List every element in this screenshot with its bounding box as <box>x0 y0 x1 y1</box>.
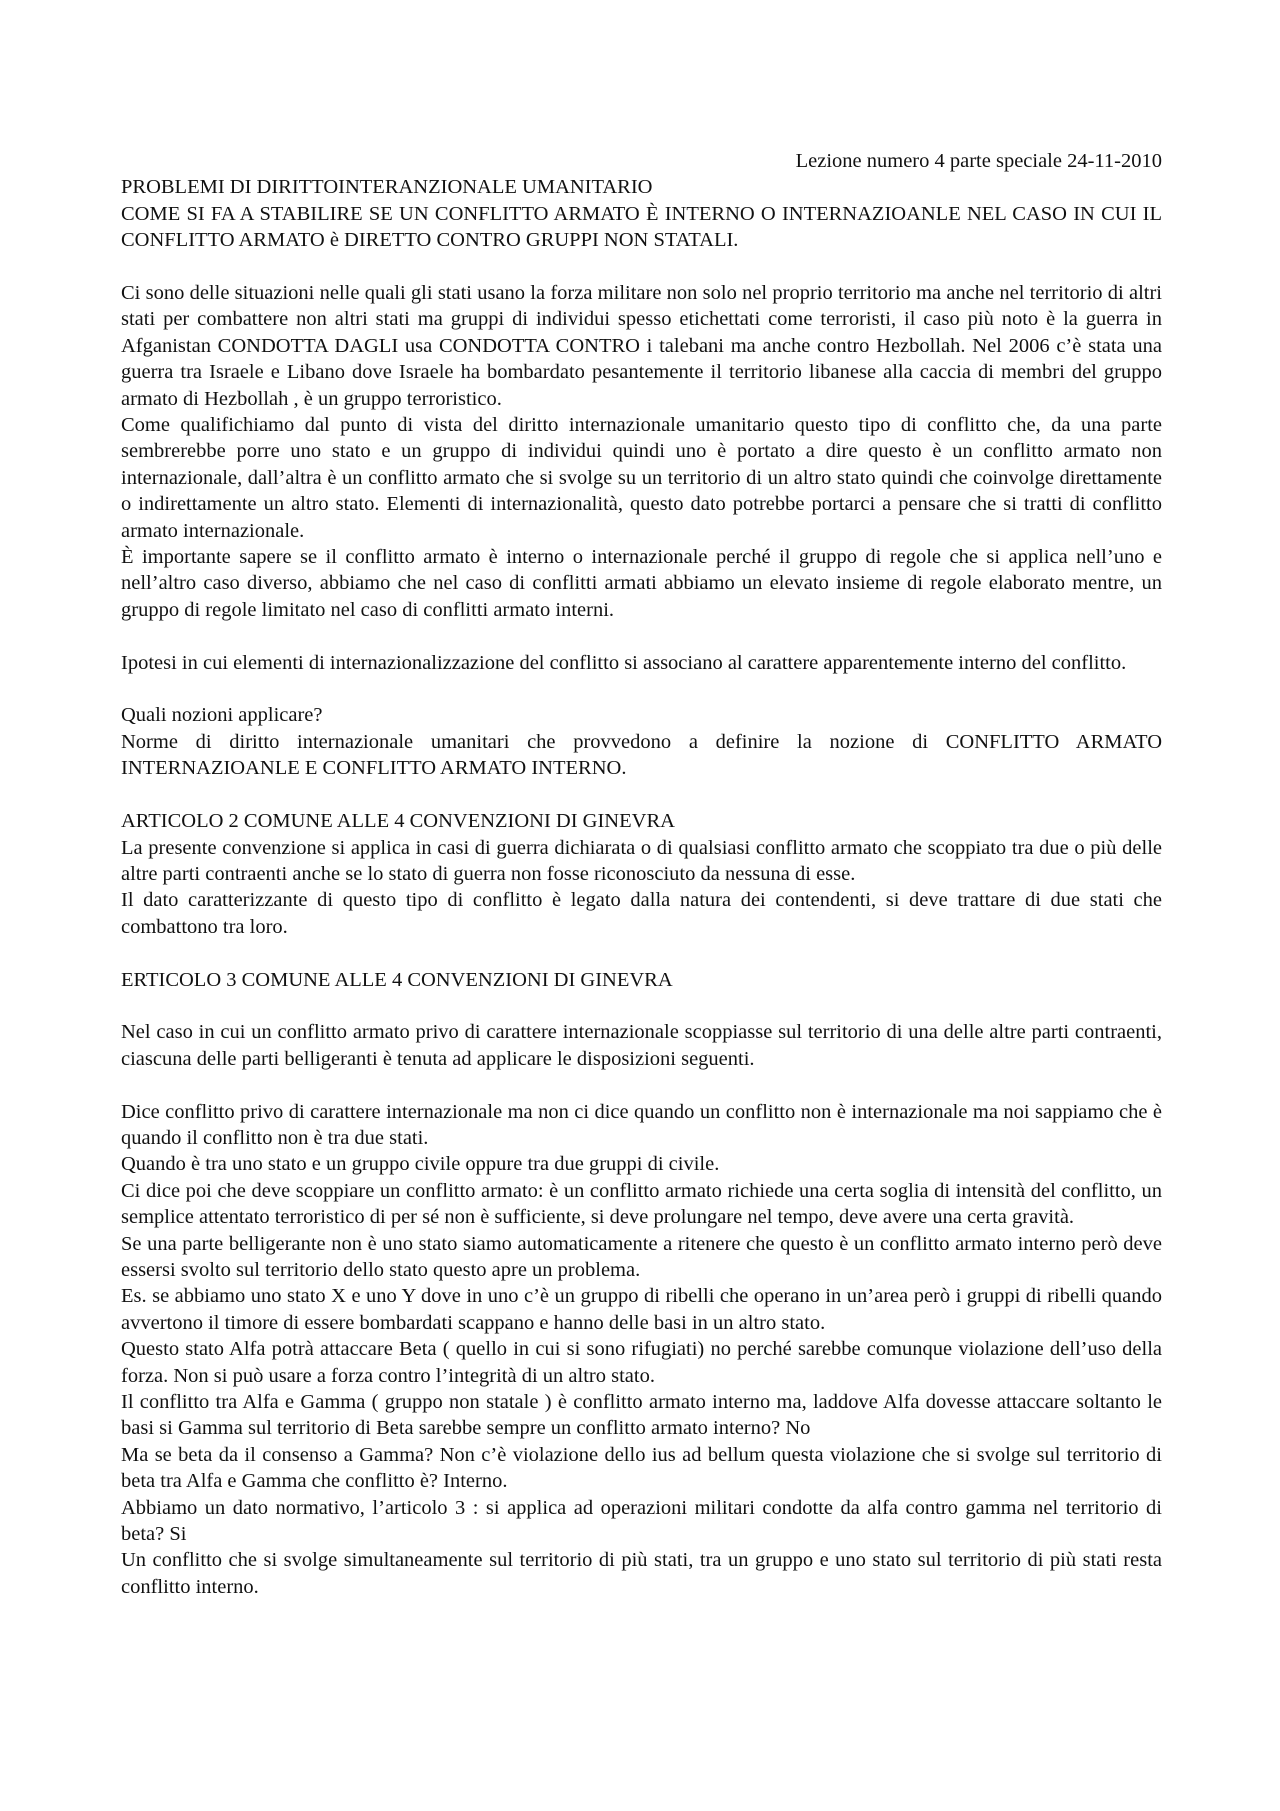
paragraph-4: Ipotesi in cui elementi di internazionalizzazione del conflitto si associano al carattere apparentemente interno del conflitto. <box>121 651 1127 674</box>
article-3-heading: ERTICOLO 3 COMUNE ALLE 4 CONVENZIONI DI GINEVRA <box>121 968 673 991</box>
paragraph-14: Es. se abbiamo uno stato X e uno Y dove in uno c’è un gruppo di ribelli che operano in un’area però i gruppi di ribelli quando avvertono il timore di essere bombardati scappano e hanno delle basi in un altro stato. <box>121 1285 1162 1334</box>
paragraph-10: Dice conflitto privo di carattere internazionale ma non ci dice quando un conflitto non è internazionale ma noi sappiamo che è quando il conflitto non è tra due stati. <box>121 1100 1162 1149</box>
paragraph-8: Il dato caratterizzante di questo tipo di conflitto è legato dalla natura dei contendenti, si deve trattare di due stati che combattono tra loro. <box>121 889 1162 938</box>
paragraph-5: Quali nozioni applicare? <box>121 704 323 727</box>
lesson-header: Lezione numero 4 parte speciale 24-11-2010 <box>795 150 1162 172</box>
paragraph-18: Abbiamo un dato normativo, l’articolo 3 : si applica ad operazioni militari condotte da alfa contro gamma nel territorio di beta? Si <box>121 1496 1162 1546</box>
paragraph-3: È importante sapere se il conflitto armato è interno o internazionale perché il gruppo di regole che si applica nell’uno e nell’altro caso diverso, abbiamo che nel caso di conflitti armati abbiamo un elevato insieme di regole elaborato mentre, un gruppo di regole limitato nel caso di conflitti armato interni. <box>121 546 1162 621</box>
paragraph-19: Un conflitto che si svolge simultaneamente sul territorio di più stati, tra un gruppo e uno stato sul territorio di più stati resta conflitto interno. <box>121 1549 1162 1598</box>
paragraph-6: Norme di diritto internazionale umanitari che provvedono a definire la nozione di CONFLITTO ARMATO INTERNAZIOANLE E CONFLITTO ARMATO INTERNO. <box>121 730 1162 780</box>
title-line-1: PROBLEMI DI DIRITTOINTERANZIONALE UMANITARIO <box>121 176 653 199</box>
document-page <box>121 148 1162 1600</box>
paragraph-16: Il conflitto tra Alfa e Gamma ( gruppo non statale ) è conflitto armato interno ma, laddove Alfa dovesse attaccare soltanto le basi si Gamma sul territorio di Beta sarebbe sempre un conflitto armato interno? No <box>121 1390 1162 1440</box>
article-2-heading: ARTICOLO 2 COMUNE ALLE 4 CONVENZIONI DI GINEVRA <box>121 810 675 833</box>
title-line-2: COME SI FA A STABILIRE SE UN CONFLITTO ARMATO È INTERNO O INTERNAZIOANLE NEL CASO IN CUI IL CONFLITTO ARMATO è DIRETTO CONTRO GRUPPI NON STATALI. <box>121 202 1162 252</box>
paragraph-7: La presente convenzione si applica in casi di guerra dichiarata o di qualsiasi conflitto armato che scoppiato tra due o più delle altre parti contraenti anche se lo stato di guerra non fosse riconosciuto da nessuna di esse. <box>121 836 1162 885</box>
paragraph-1: Ci sono delle situazioni nelle quali gli stati usano la forza militare non solo nel proprio territorio ma anche nel territorio di altri stati per combattere non altri stati ma gruppi di individui spesso etichettati come terroristi, il caso più noto è la guerra in Afganistan CONDOTTA DAGLI usa CONDOTTA CONTRO i talebani ma anche contro Hezbollah. Nel 2006 c’è stata una guerra tra Israele e Libano dove Israele ha bombardato pesantemente il territorio libanese alla caccia di membri del gruppo armato di Hezbollah , è un gruppo terroristico. <box>121 282 1162 410</box>
paragraph-17: Ma se beta da il consenso a Gamma? Non c’è violazione dello ius ad bellum questa violazione che si svolge sul territorio di beta tra Alfa e Gamma che conflitto è? Interno. <box>121 1443 1162 1493</box>
paragraph-13: Se una parte belligerante non è uno stato siamo automaticamente a ritenere che questo è un conflitto armato interno però deve essersi svolto sul territorio dello stato questo apre un problema. <box>121 1232 1162 1281</box>
paragraph-11: Quando è tra uno stato e un gruppo civile oppure tra due gruppi di civile. <box>121 1153 720 1176</box>
paragraph-15: Questo stato Alfa potrà attaccare Beta ( quello in cui si sono rifugiati) no perché sarebbe comunque violazione dell’uso della forza. Non si può usare a forza contro l’integrità di un altro stato. <box>121 1338 1162 1387</box>
paragraph-9: Nel caso in cui un conflitto armato privo di carattere internazionale scoppiasse sul territorio di una delle altre parti contraenti, ciascuna delle parti belligeranti è tenuta ad applicare le disposizioni seguenti. <box>121 1021 1162 1070</box>
paragraph-12: Ci dice poi che deve scoppiare un conflitto armato: è un conflitto armato richiede una certa soglia di intensità del conflitto, un semplice attentato terroristico di per sé non è sufficiente, si deve prolungare nel tempo, deve avere una certa gravità. <box>121 1179 1162 1229</box>
paragraph-2: Come qualifichiamo dal punto di vista del diritto internazionale umanitario questo tipo di conflitto che, da una parte sembrerebbe porre uno stato e un gruppo di individui quindi uno è portato a dire questo è un conflitto armato non internazionale, dall’altra è un conflitto armato che si svolge su un territorio di un altro stato quindi che coinvolge direttamente o indirettamente un altro stato. Elementi di internazionalità, questo dato potrebbe portarci a pensare che si tratti di conflitto armato internazionale. <box>121 414 1162 542</box>
